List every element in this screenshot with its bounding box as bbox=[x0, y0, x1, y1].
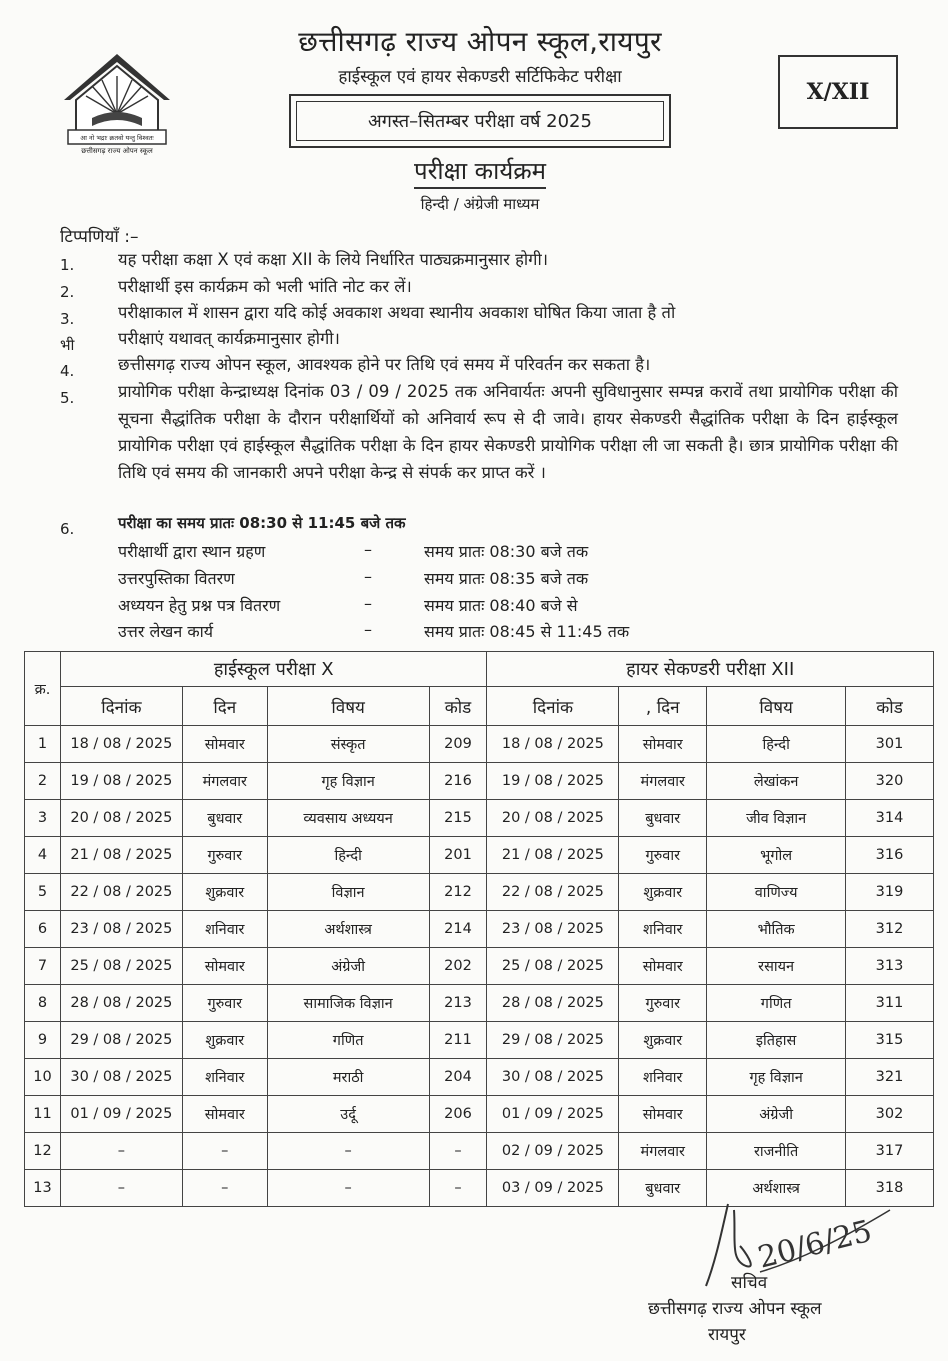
x-day-cell: शनिवार bbox=[182, 1059, 267, 1096]
timing-value: समय प्रातः 08:30 बजे तक bbox=[424, 542, 589, 561]
col-header-day: , दिन bbox=[619, 687, 707, 726]
col-header-day: दिन bbox=[182, 687, 267, 726]
x-subject-cell: गृह विज्ञान bbox=[267, 763, 429, 800]
xii-date-cell: 01 / 09 / 2025 bbox=[487, 1096, 619, 1133]
xii-date-cell: 19 / 08 / 2025 bbox=[487, 763, 619, 800]
serial-cell: 5 bbox=[25, 874, 61, 911]
serial-cell: 6 bbox=[25, 911, 61, 948]
xii-code-cell: 321 bbox=[846, 1059, 934, 1096]
table-row bbox=[25, 800, 934, 837]
xii-code-cell: 319 bbox=[846, 874, 934, 911]
table-row bbox=[25, 1059, 934, 1096]
org-title: छत्तीसगढ़ राज्य ओपन स्कूल,रायपुर bbox=[298, 25, 662, 58]
x-subject-cell: – bbox=[267, 1170, 429, 1207]
x-subject-cell: व्यवसाय अध्ययन bbox=[267, 800, 429, 837]
group-header-x: हाईस्कूल परीक्षा X bbox=[60, 652, 487, 687]
x-day-cell: सोमवार bbox=[182, 726, 267, 763]
xii-subject-cell: राजनीति bbox=[707, 1133, 846, 1170]
xii-date-cell: 25 / 08 / 2025 bbox=[487, 948, 619, 985]
x-date-cell: 01 / 09 / 2025 bbox=[60, 1096, 182, 1133]
x-code-cell: – bbox=[429, 1133, 487, 1170]
note-text: परीक्षाएं यथावत् कार्यक्रमानुसार होगी। bbox=[118, 329, 340, 348]
xii-subject-cell: वाणिज्य bbox=[707, 874, 846, 911]
x-code-cell: 204 bbox=[429, 1059, 487, 1096]
col-header-date: दिनांक bbox=[60, 687, 182, 726]
timing-value: समय प्रातः 08:35 बजे तक bbox=[424, 569, 589, 588]
signatory-org: छत्तीसगढ़ राज्य ओपन स्कूल bbox=[648, 1299, 822, 1319]
class-label-box: X/XII bbox=[778, 55, 898, 129]
x-subject-cell: मराठी bbox=[267, 1059, 429, 1096]
note-text: प्रायोगिक परीक्षा केन्द्राध्यक्ष दिनांक 03 / 09 / 2025 तक अनिवार्यतः अपनी सुविधानुसार सम्पन्न करावें तथा प्रायोगिक परीक्षा की सूचना सैद्धांतिक परीक्षा के दौरान परीक्षार्थियों को अनिवार्य रूप से दी जावे। हायर सेकण्डरी सैद्धांतिक परीक्षा के दिन हाईस्कूल प्रायोगिक परीक्षा एवं हाईस्कूल सैद्धांतिक परीक्षा के दिन हायर सेकण्डरी प्रायोगिक परीक्षा ली जा सकती है। छात्र प्रायोगिक परीक्षा की तिथि एवं समय की जानकारी अपने परीक्षा केन्द्र से संपर्क कर प्राप्त करें । bbox=[118, 382, 898, 482]
timing-value: समय प्रातः 08:40 बजे से bbox=[424, 596, 578, 615]
serial-cell: 13 bbox=[25, 1170, 61, 1207]
timing-label: उत्तर लेखन कार्य bbox=[118, 622, 214, 641]
x-subject-cell: सामाजिक विज्ञान bbox=[267, 985, 429, 1022]
program-title bbox=[390, 154, 570, 187]
exam-schedule-table bbox=[24, 651, 934, 1207]
xii-code-cell: 314 bbox=[846, 800, 934, 837]
timing-dash: – bbox=[364, 567, 372, 586]
note-number: 4. bbox=[60, 362, 75, 380]
xii-code-cell: 317 bbox=[846, 1133, 934, 1170]
xii-day-cell: सोमवार bbox=[619, 1096, 707, 1133]
note-number: 2. bbox=[60, 283, 75, 301]
x-day-cell: सोमवार bbox=[182, 948, 267, 985]
exam-session-box bbox=[289, 94, 671, 148]
xii-day-cell: बुधवार bbox=[619, 1170, 707, 1207]
note-number: भी bbox=[60, 336, 75, 354]
x-code-cell: 215 bbox=[429, 800, 487, 837]
x-day-cell: – bbox=[182, 1133, 267, 1170]
table-row bbox=[25, 1022, 934, 1059]
xii-day-cell: शनिवार bbox=[619, 1059, 707, 1096]
serial-header: क्र. bbox=[25, 652, 61, 726]
x-date-cell: 29 / 08 / 2025 bbox=[60, 1022, 182, 1059]
x-subject-cell: उर्दू bbox=[267, 1096, 429, 1133]
timing-label: अध्ययन हेतु प्रश्न पत्र वितरण bbox=[118, 596, 281, 615]
xii-subject-cell: अंग्रेजी bbox=[707, 1096, 846, 1133]
logo-motto: आ नो भद्राः क्रतवो यन्तु विश्वतः bbox=[80, 134, 154, 142]
timing-value: समय प्रातः 08:45 से 11:45 तक bbox=[424, 622, 630, 641]
x-subject-cell: हिन्दी bbox=[267, 837, 429, 874]
x-day-cell: शनिवार bbox=[182, 911, 267, 948]
signature-scrawl bbox=[700, 1200, 900, 1290]
table-row bbox=[25, 911, 934, 948]
x-day-cell: मंगलवार bbox=[182, 763, 267, 800]
xii-date-cell: 23 / 08 / 2025 bbox=[487, 911, 619, 948]
note-text: परीक्षार्थी इस कार्यक्रम को भली भांति नोट कर लें। bbox=[118, 277, 412, 296]
x-day-cell: गुरुवार bbox=[182, 837, 267, 874]
note-number: 3. bbox=[60, 310, 75, 328]
xii-subject-cell: अर्थशास्त्र bbox=[707, 1170, 846, 1207]
xii-day-cell: शनिवार bbox=[619, 911, 707, 948]
serial-cell: 8 bbox=[25, 985, 61, 1022]
xii-day-cell: बुधवार bbox=[619, 800, 707, 837]
x-date-cell: 21 / 08 / 2025 bbox=[60, 837, 182, 874]
table-row bbox=[25, 948, 934, 985]
x-code-cell: 212 bbox=[429, 874, 487, 911]
xii-code-cell: 301 bbox=[846, 726, 934, 763]
note-text: परीक्षाकाल में शासन द्वारा यदि कोई अवकाश अथवा स्थानीय अवकाश घोषित किया जाता है तो bbox=[118, 303, 676, 322]
table-row bbox=[25, 763, 934, 800]
note-text: छत्तीसगढ़ राज्य ओपन स्कूल, आवश्यक होने पर तिथि एवं समय में परिवर्तन कर सकता है। bbox=[118, 355, 651, 374]
timing-dash: – bbox=[364, 620, 372, 639]
x-code-cell: 214 bbox=[429, 911, 487, 948]
xii-subject-cell: जीव विज्ञान bbox=[707, 800, 846, 837]
x-date-cell: 25 / 08 / 2025 bbox=[60, 948, 182, 985]
x-day-cell: शुक्रवार bbox=[182, 1022, 267, 1059]
xii-date-cell: 03 / 09 / 2025 bbox=[487, 1170, 619, 1207]
notes-heading: टिप्पणियाँ :– bbox=[60, 227, 139, 247]
x-day-cell: बुधवार bbox=[182, 800, 267, 837]
serial-cell: 3 bbox=[25, 800, 61, 837]
xii-subject-cell: इतिहास bbox=[707, 1022, 846, 1059]
exam-session: अगस्त–सितम्बर परीक्षा वर्ष 2025 bbox=[296, 101, 664, 141]
timing-label: परीक्षार्थी द्वारा स्थान ग्रहण bbox=[118, 542, 266, 561]
program-title-text: परीक्षा कार्यक्रम bbox=[414, 157, 546, 189]
xii-code-cell: 311 bbox=[846, 985, 934, 1022]
certificate-subtitle: हाईस्कूल एवं हायर सेकण्डरी सर्टिफिकेट परीक्षा bbox=[338, 67, 622, 87]
col-header-subject: विषय bbox=[267, 687, 429, 726]
signatory-designation: सचिव bbox=[731, 1273, 768, 1293]
x-code-cell: 209 bbox=[429, 726, 487, 763]
signatory-city: रायपुर bbox=[708, 1325, 746, 1345]
x-code-cell: 202 bbox=[429, 948, 487, 985]
x-date-cell: 20 / 08 / 2025 bbox=[60, 800, 182, 837]
x-day-cell: गुरुवार bbox=[182, 985, 267, 1022]
timing-dash: – bbox=[364, 540, 372, 559]
x-subject-cell: अंग्रेजी bbox=[267, 948, 429, 985]
col-header-code: कोड bbox=[846, 687, 934, 726]
x-day-cell: – bbox=[182, 1170, 267, 1207]
xii-code-cell: 302 bbox=[846, 1096, 934, 1133]
x-date-cell: 28 / 08 / 2025 bbox=[60, 985, 182, 1022]
x-subject-cell: विज्ञान bbox=[267, 874, 429, 911]
xii-code-cell: 315 bbox=[846, 1022, 934, 1059]
serial-cell: 12 bbox=[25, 1133, 61, 1170]
xii-day-cell: गुरुवार bbox=[619, 985, 707, 1022]
xii-code-cell: 316 bbox=[846, 837, 934, 874]
x-code-cell: 216 bbox=[429, 763, 487, 800]
note-number: 5. bbox=[60, 389, 75, 407]
xii-day-cell: सोमवार bbox=[619, 948, 707, 985]
col-header-date: दिनांक bbox=[487, 687, 619, 726]
xii-day-cell: मंगलवार bbox=[619, 1133, 707, 1170]
x-code-cell: 213 bbox=[429, 985, 487, 1022]
xii-code-cell: 320 bbox=[846, 763, 934, 800]
xii-subject-cell: गणित bbox=[707, 985, 846, 1022]
serial-cell: 2 bbox=[25, 763, 61, 800]
table-row bbox=[25, 985, 934, 1022]
xii-code-cell: 318 bbox=[846, 1170, 934, 1207]
x-date-cell: – bbox=[60, 1133, 182, 1170]
signature-date: 20/6/25 bbox=[754, 1213, 876, 1276]
serial-cell: 1 bbox=[25, 726, 61, 763]
xii-date-cell: 28 / 08 / 2025 bbox=[487, 985, 619, 1022]
x-date-cell: 19 / 08 / 2025 bbox=[60, 763, 182, 800]
x-date-cell: 30 / 08 / 2025 bbox=[60, 1059, 182, 1096]
note-text: परीक्षा का समय प्रातः 08:30 से 11:45 बजे तक bbox=[118, 514, 406, 532]
xii-day-cell: शुक्रवार bbox=[619, 1022, 707, 1059]
serial-cell: 9 bbox=[25, 1022, 61, 1059]
xii-code-cell: 312 bbox=[846, 911, 934, 948]
x-subject-cell: गणित bbox=[267, 1022, 429, 1059]
medium-label: हिन्दी / अंग्रेजी माध्यम bbox=[420, 195, 540, 213]
note-text: यह परीक्षा कक्षा X एवं कक्षा XII के लिये निर्धारित पाठ्यक्रमानुसार होगी। bbox=[118, 250, 548, 269]
table-row bbox=[25, 1133, 934, 1170]
serial-cell: 11 bbox=[25, 1096, 61, 1133]
logo-org-name: छत्तीसगढ़ राज्य ओपन स्कूल bbox=[81, 147, 153, 155]
x-code-cell: 201 bbox=[429, 837, 487, 874]
xii-subject-cell: भूगोल bbox=[707, 837, 846, 874]
x-date-cell: – bbox=[60, 1170, 182, 1207]
xii-subject-cell: रसायन bbox=[707, 948, 846, 985]
xii-day-cell: शुक्रवार bbox=[619, 874, 707, 911]
xii-date-cell: 21 / 08 / 2025 bbox=[487, 837, 619, 874]
table-row bbox=[25, 874, 934, 911]
col-header-code: कोड bbox=[429, 687, 487, 726]
table-row bbox=[25, 726, 934, 763]
xii-date-cell: 02 / 09 / 2025 bbox=[487, 1133, 619, 1170]
timing-label: उत्तरपुस्तिका वितरण bbox=[118, 569, 235, 588]
xii-code-cell: 313 bbox=[846, 948, 934, 985]
note-number: 1. bbox=[60, 256, 75, 274]
xii-date-cell: 29 / 08 / 2025 bbox=[487, 1022, 619, 1059]
timing-dash: – bbox=[364, 594, 372, 613]
x-code-cell: 206 bbox=[429, 1096, 487, 1133]
schedule-body bbox=[25, 726, 934, 1207]
x-date-cell: 18 / 08 / 2025 bbox=[60, 726, 182, 763]
xii-subject-cell: गृह विज्ञान bbox=[707, 1059, 846, 1096]
x-subject-cell: – bbox=[267, 1133, 429, 1170]
serial-cell: 7 bbox=[25, 948, 61, 985]
note-number: 6. bbox=[60, 520, 75, 538]
xii-day-cell: सोमवार bbox=[619, 726, 707, 763]
serial-cell: 10 bbox=[25, 1059, 61, 1096]
x-code-cell: 211 bbox=[429, 1022, 487, 1059]
xii-date-cell: 20 / 08 / 2025 bbox=[487, 800, 619, 837]
x-day-cell: सोमवार bbox=[182, 1096, 267, 1133]
xii-day-cell: मंगलवार bbox=[619, 763, 707, 800]
xii-day-cell: गुरुवार bbox=[619, 837, 707, 874]
xii-subject-cell: लेखांकन bbox=[707, 763, 846, 800]
org-logo-icon bbox=[62, 52, 172, 156]
x-day-cell: शुक्रवार bbox=[182, 874, 267, 911]
col-header-subject: विषय bbox=[707, 687, 846, 726]
xii-subject-cell: भौतिक bbox=[707, 911, 846, 948]
xii-date-cell: 18 / 08 / 2025 bbox=[487, 726, 619, 763]
xii-date-cell: 22 / 08 / 2025 bbox=[487, 874, 619, 911]
x-subject-cell: अर्थशास्त्र bbox=[267, 911, 429, 948]
table-row bbox=[25, 1096, 934, 1133]
x-date-cell: 23 / 08 / 2025 bbox=[60, 911, 182, 948]
group-header-xii: हायर सेकण्डरी परीक्षा XII bbox=[487, 652, 934, 687]
serial-cell: 4 bbox=[25, 837, 61, 874]
xii-date-cell: 30 / 08 / 2025 bbox=[487, 1059, 619, 1096]
xii-subject-cell: हिन्दी bbox=[707, 726, 846, 763]
x-subject-cell: संस्कृत bbox=[267, 726, 429, 763]
x-date-cell: 22 / 08 / 2025 bbox=[60, 874, 182, 911]
table-row bbox=[25, 837, 934, 874]
x-code-cell: – bbox=[429, 1170, 487, 1207]
